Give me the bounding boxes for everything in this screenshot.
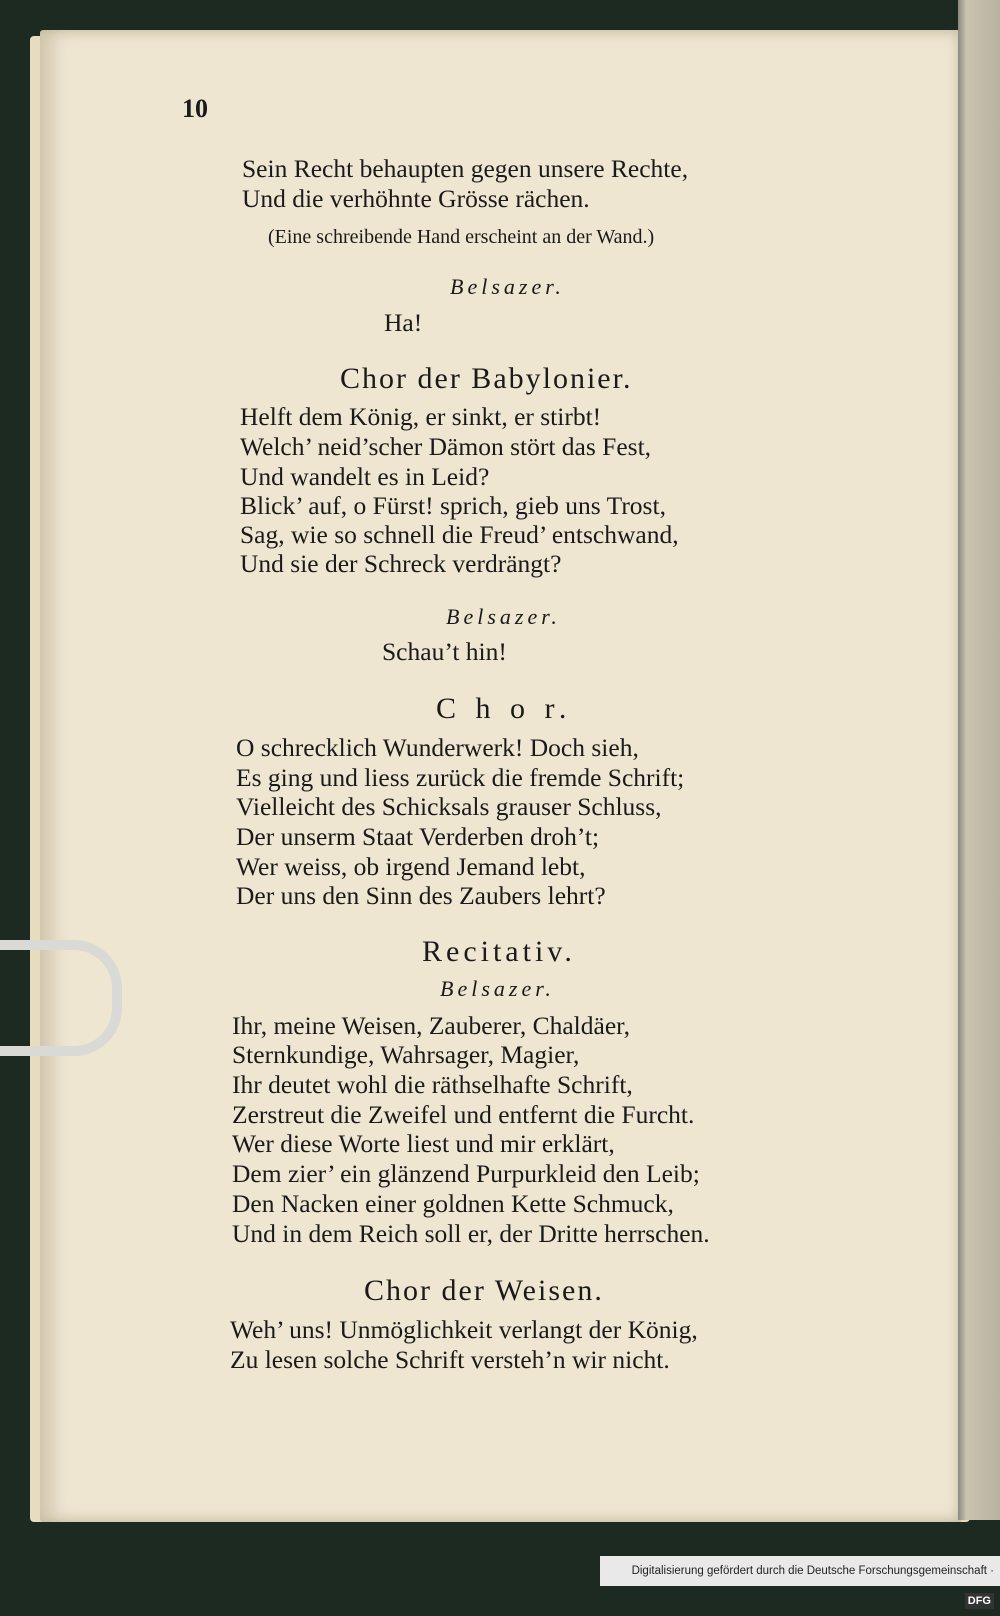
page-clip: [0, 940, 122, 1056]
digitization-credit: [600, 1556, 1000, 1607]
verse-line: Der unserm Staat Verderben droh’t;: [236, 822, 600, 851]
verse-line: Sternkundige, Wahrsager, Magier,: [232, 1040, 580, 1069]
verse-line: Weh’ uns! Unmöglichkeit verlangt der König,: [230, 1315, 698, 1344]
verse-line: Welch’ neid’scher Dämon stört das Fest,: [240, 432, 652, 461]
verse-line: Ihr deutet wohl die räthselhafte Schrift,: [232, 1070, 633, 1099]
credit-text: Digitalisierung gefördert durch die Deutsche Forschungsgemeinschaft ·: [631, 1565, 994, 1577]
verse-line: Der uns den Sinn des Zaubers lehrt?: [236, 881, 606, 910]
stage-direction: (Eine schreibende Hand erscheint an der Wand.): [268, 226, 655, 248]
page-number: 10: [182, 94, 208, 123]
verse-line: Wer diese Worte liest und mir erklärt,: [232, 1129, 615, 1158]
section-heading: Recitativ.: [422, 935, 576, 968]
speaker-name: Belsazer.: [446, 604, 561, 629]
verse-line: Den Nacken einer goldnen Kette Schmuck,: [232, 1189, 674, 1218]
verse-line: Helft dem König, er sinkt, er stirbt!: [240, 402, 602, 431]
verse-line: Und sie der Schreck verdrängt?: [240, 549, 562, 578]
verse-line: Wer weiss, ob irgend Jemand lebt,: [236, 852, 586, 881]
verse-line: Sein Recht behaupten gegen unsere Rechte,: [242, 154, 689, 183]
speaker-name: Belsazer.: [450, 274, 565, 299]
section-heading: Chor der Babylonier.: [340, 362, 633, 395]
verse-line: Sag, wie so schnell die Freud’ entschwand,: [240, 520, 679, 549]
dfg-logo: DFG: [965, 1593, 994, 1609]
verse-line: Und wandelt es in Leid?: [240, 462, 490, 491]
speaker-name: Belsazer.: [440, 976, 555, 1001]
verse-line: Schau’t hin!: [382, 637, 507, 666]
section-heading: C h o r.: [436, 692, 573, 725]
section-heading: Chor der Weisen.: [364, 1274, 604, 1307]
verse-line: Dem zier’ ein glänzend Purpurkleid den Leib;: [232, 1159, 700, 1188]
verse-line: Zu lesen solche Schrift versteh’n wir nicht.: [230, 1345, 670, 1374]
verse-line: Und die verhöhnte Grösse rächen.: [242, 184, 590, 213]
verse-line: Und in dem Reich soll er, der Dritte herrschen.: [232, 1219, 710, 1248]
facing-page-edge: [958, 0, 1000, 1520]
verse-line: Blick’ auf, o Fürst! sprich, gieb uns Trost,: [240, 491, 666, 520]
verse-line: Ha!: [384, 308, 423, 337]
verse-line: Es ging und liess zurück die fremde Schrift;: [236, 763, 685, 792]
verse-line: O schrecklich Wunderwerk! Doch sieh,: [236, 733, 639, 762]
verse-line: Zerstreut die Zweifel und entfernt die Furcht.: [232, 1100, 695, 1129]
verse-line: Ihr, meine Weisen, Zauberer, Chaldäer,: [232, 1011, 630, 1040]
verse-line: Vielleicht des Schicksals grauser Schluss,: [236, 792, 662, 821]
